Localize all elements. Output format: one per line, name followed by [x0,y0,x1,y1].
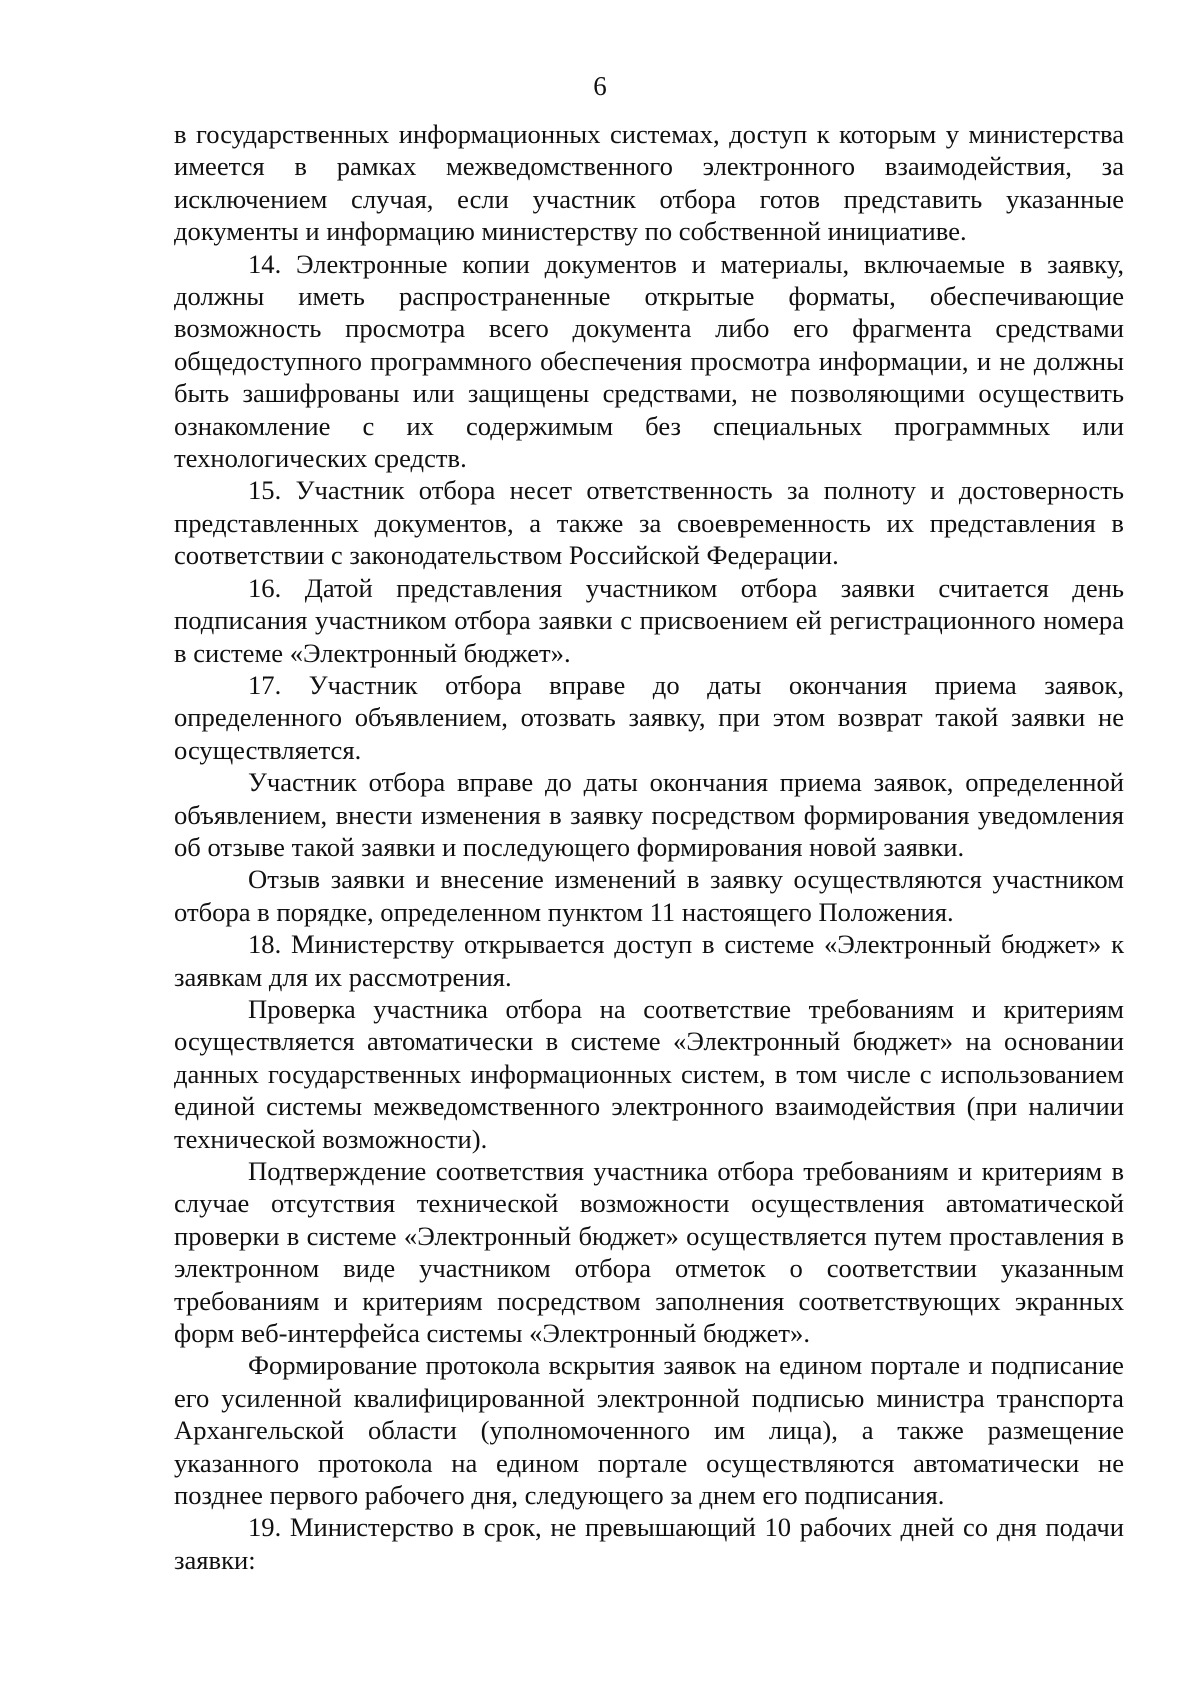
paragraph-item-16: 16. Датой представления участником отбора заявки считается день подписания участником отбора заявки с присвоением ей регистрационного номера в системе «Электронный бюджет». [174,572,1124,668]
document-body [174,118,1124,1576]
paragraph-item-15: 15. Участник отбора несет ответственность за полноту и достоверность представленных документов, а также за своевременность их представления в соответствии с законодательством Российской Федерации. [174,475,1124,571]
paragraph-item-14: 14. Электронные копии документов и материалы, включаемые в заявку, должны иметь распространенные открытые форматы, обеспечивающие возможность просмотра всего документа либо его фрагмента средствами общедоступного программного обеспечения просмотра информации, и не должны быть зашифрованы или защищены средствами, не позволяющими осуществить ознакомление с их содержимым без специальных программных или технологических средств. [174,248,1124,474]
paragraph-item-17: 17. Участник отбора вправе до даты окончания приема заявок, определенного объявлением, отозвать заявку, при этом возврат такой заявки не осуществляется. [174,669,1124,765]
page-number: 6 [593,71,607,101]
paragraph-item-18-check: Проверка участника отбора на соответствие требованиям и критериям осуществляется автоматически в системе «Электронный бюджет» на основании данных государственных информационных систем, в том числе с использованием единой системы межведомственного электронного взаимодействия (при наличии технической возможности). [174,993,1124,1154]
paragraph-item-17-withdrawal: Отзыв заявки и внесение изменений в заявку осуществляются участником отбора в порядке, определенном пунктом 11 настоящего Положения. [174,864,1124,927]
paragraph-item-17-changes: Участник отбора вправе до даты окончания приема заявок, определенной объявлением, внести изменения в заявку посредством формирования уведомления об отзыве такой заявки и последующего формирования новой заявки. [174,767,1124,862]
paragraph-item-18-confirmation: Подтверждение соответствия участника отбора требованиям и критериям в случае отсутствия технической возможности осуществления автоматической проверки в системе «Электронный бюджет» осуществляется путем проставления в электронном виде участником отбора отметок о соответствии указанным требованиям и критериям посредством заполнения соответствующих экранных форм веб-интерфейса системы «Электронный бюджет». [174,1156,1124,1349]
paragraph-item-18-protocol: Формирование протокола вскрытия заявок на едином портале и подписание его усиленной квалифицированной электронной подписью министра транспорта Архангельской области (уполномоченного им лица), а также размещение указанного протокола на едином портале осуществляются автоматически не позднее первого рабочего дня, следующего за днем его подписания. [174,1350,1124,1511]
paragraph-item-18: 18. Министерству открывается доступ в системе «Электронный бюджет» к заявкам для их рассмотрения. [174,929,1124,992]
paragraph-item-19: 19. Министерство в срок, не превышающий 10 рабочих дней со дня подачи заявки: [174,1512,1124,1575]
paragraph-continuation: в государственных информационных системах, доступ к которым у министерства имеется в рамках межведомственного электронного взаимодействия, за исключением случая, если участник отбора готов представить указанные документы и информацию министерству по собственной инициативе. [174,119,1124,247]
